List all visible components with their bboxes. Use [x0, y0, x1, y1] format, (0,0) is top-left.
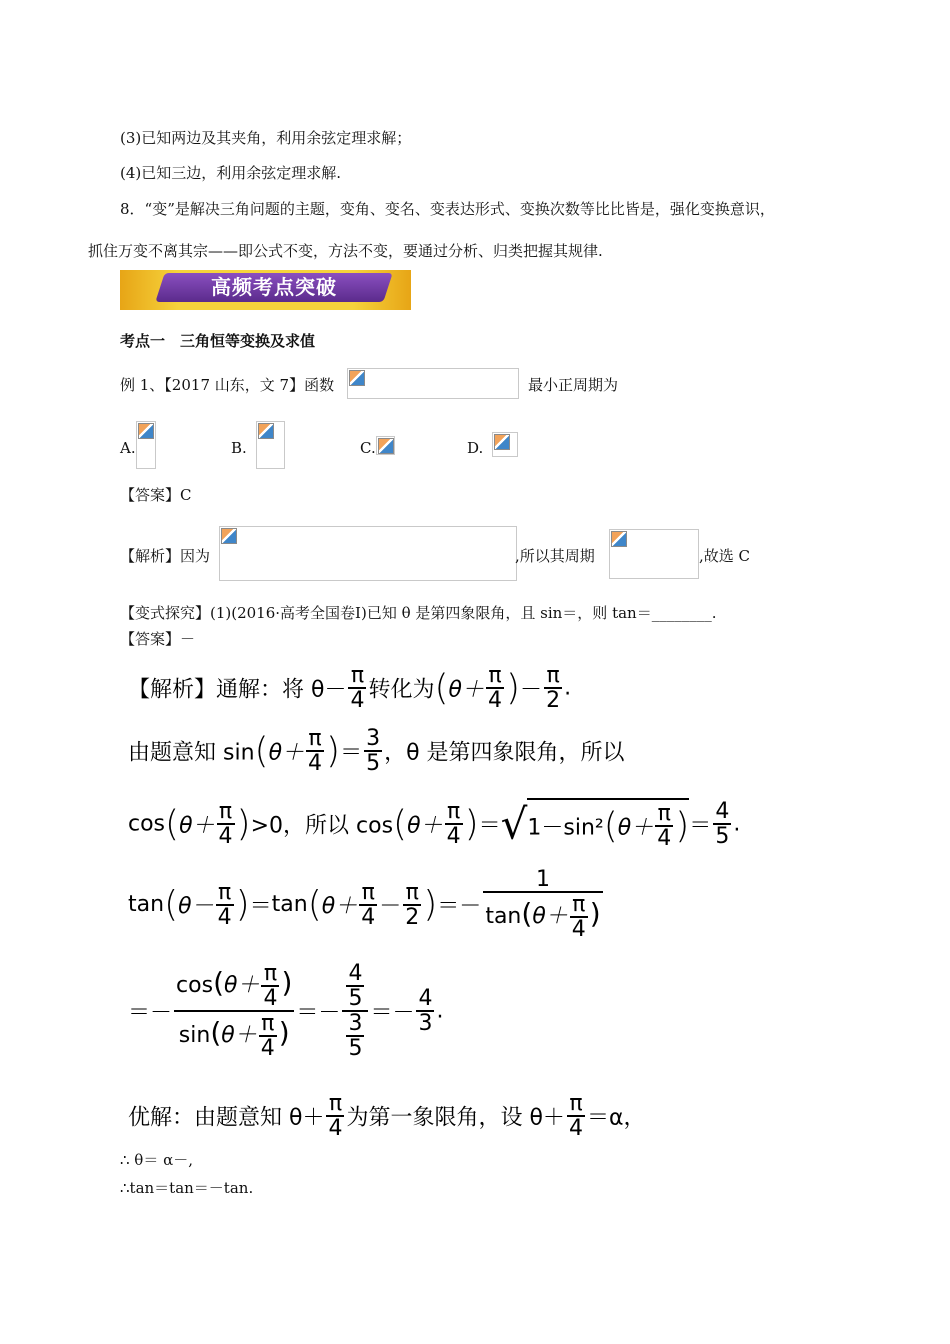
option-d-label: D. — [467, 439, 484, 457]
therefore-line-2: ∴tan＝tan＝－tan. — [120, 1179, 254, 1197]
therefore-line-1: ∴ θ＝ α－, — [120, 1151, 194, 1169]
solution-line-4: tan(θ－ $\frac{\pi}{4}$ )＝tan(θ＋ $\frac{\pi}{4}$ － $\frac{\pi}{2}$ )＝－ 1 tan(θ＋ $\frac{\pi}{4}$ ) — [128, 867, 601, 943]
image-icon — [258, 423, 274, 439]
solution-line-3: cos(θ＋ $\frac{\pi}{4}$ )>0，所以 cos(θ＋ $\frac{\pi}{4}$ )＝√1－sin²(θ＋ $\frac{\pi}{4}$ )＝ $\frac{4}{5}$ . — [128, 799, 741, 852]
text-line-8b: 抓住万变不离其宗——即公式不变，方法不变，要通过分析、归类把握其规律. — [88, 242, 603, 260]
image-icon — [378, 438, 394, 454]
variant-answer: 【答案】－ — [120, 630, 196, 648]
broken-image-option-c — [376, 436, 395, 455]
broken-image-function — [347, 368, 519, 399]
example-answer: 【答案】C — [120, 486, 192, 504]
image-icon — [138, 423, 154, 439]
text-line-4: (4)已知三边，利用余弦定理求解. — [120, 164, 342, 182]
broken-image-option-d — [492, 432, 518, 457]
option-c-label: C. — [360, 439, 376, 457]
example-prefix: 例 1、【2017 山东，文 7】函数 — [120, 376, 335, 394]
analysis-suffix: ,故选 C — [699, 547, 751, 565]
solution-line-1: 【解析】通解：将 θ－ $\frac{\pi}{4}$ 转化为(θ＋ $\frac{\pi}{4}$ )－ $\frac{\pi}{2}$ . — [128, 663, 572, 714]
example-suffix: 最小正周期为 — [528, 376, 619, 394]
section-banner — [120, 270, 411, 310]
option-a-label: A. — [120, 439, 136, 457]
solution-line-2: 由题意知 sin(θ＋ $\frac{\pi}{4}$ )＝ $\frac{3}{5}$ ，θ 是第四象限角，所以 — [128, 726, 625, 777]
broken-image-option-b — [256, 421, 285, 469]
solution-line-5: ＝－ cos(θ＋ $\frac{\pi}{4}$ ) sin(θ＋ $\frac{\pi}{4}$ ) ＝－ $\frac{\frac{4}{5}}{\frac{3}{5}}$ ＝－ $\frac{4}{3}$ . — [128, 961, 444, 1062]
image-icon — [349, 370, 365, 386]
image-icon — [494, 434, 510, 450]
image-icon — [221, 528, 237, 544]
variant-question: 【变式探究】(1)(2016·高考全国卷Ⅰ)已知 θ 是第四象限角，且 sin＝，则 tan＝________. — [120, 604, 717, 622]
solution-optimal: 优解：由题意知 θ＋ $\frac{\pi}{4}$ 为第一象限角，设 θ＋ $\frac{\pi}{4}$ ＝α， — [128, 1091, 646, 1142]
option-b-label: B. — [231, 439, 247, 457]
banner-title: 高频考点突破 — [211, 275, 337, 299]
broken-image-option-a — [136, 421, 156, 469]
fraction-pi-over-4: $\frac{\pi}{4}$ — [350, 663, 365, 714]
text-line-8a: 8．“变”是解决三角问题的主题，变角、变名、变表达形式、变换次数等比比皆是，强化变换意识， — [120, 200, 775, 218]
broken-image-analysis-1 — [219, 526, 517, 581]
image-icon — [611, 531, 627, 547]
analysis-mid: ,所以其周期 — [515, 547, 595, 565]
analysis-prefix: 【解析】因为 — [120, 547, 211, 565]
text-line-3: (3)已知两边及其夹角，利用余弦定理求解； — [120, 129, 412, 147]
broken-image-analysis-2 — [609, 529, 699, 579]
section-title: 考点一 三角恒等变换及求值 — [120, 332, 316, 350]
